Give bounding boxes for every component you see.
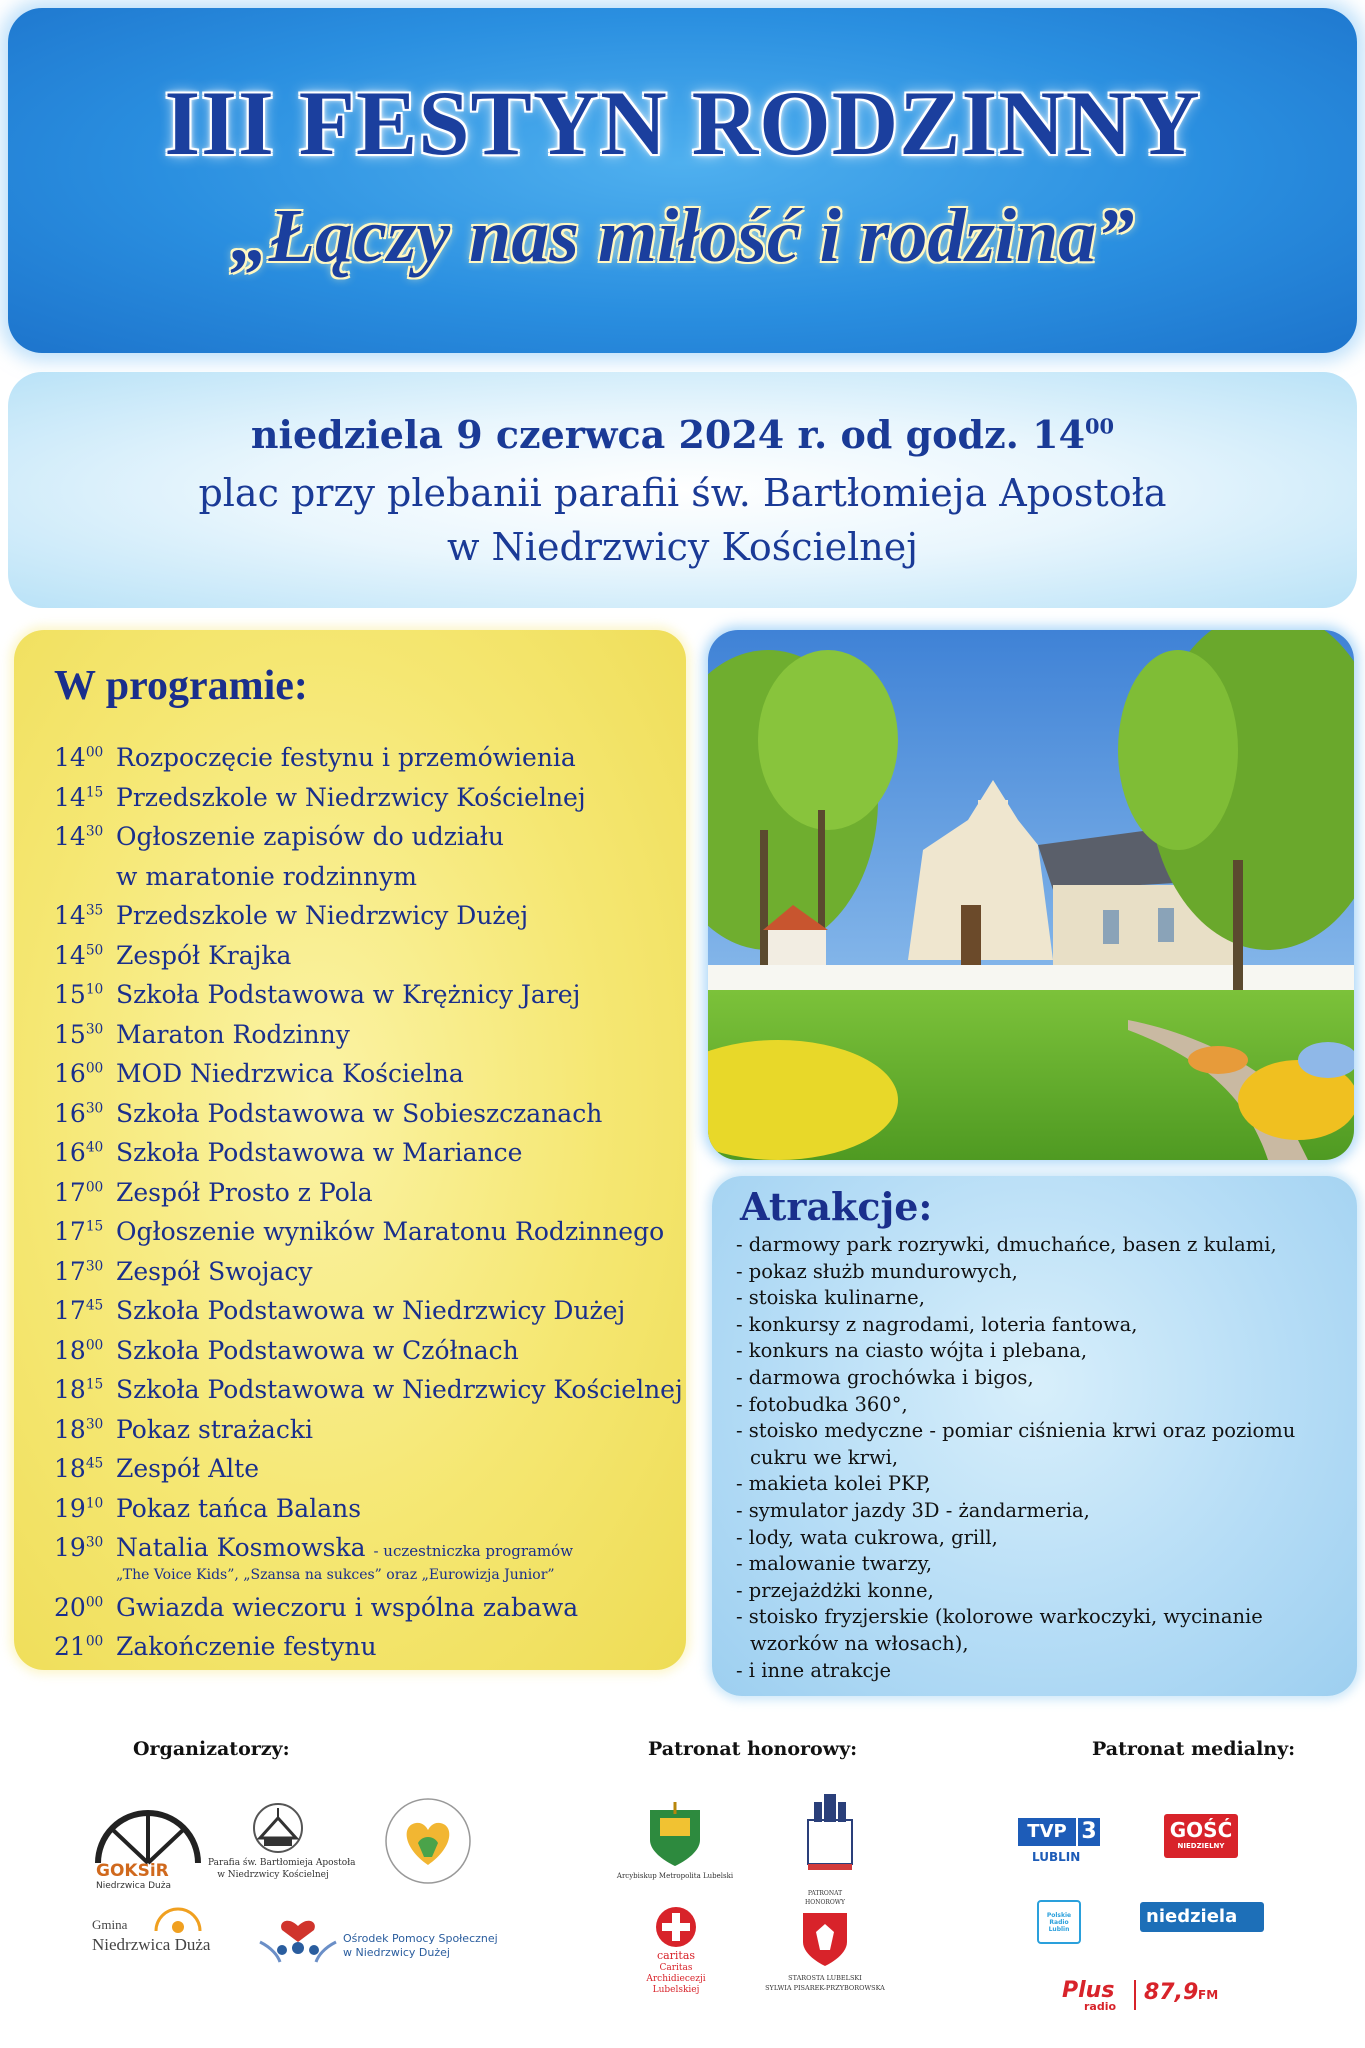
program-time: $18^{45}$ [54, 1454, 104, 1483]
sponsors-footer [0, 1720, 1365, 2048]
starosta-logo: PATRONAT HONOROWY STAROSTA LUBELSKI SYLWIA PISAREK-PRZYBOROWSKA [765, 1890, 885, 1992]
program-title: Gwiazda wieczoru i wspólna zabawa [116, 1592, 579, 1622]
archdiocese-logo [790, 1790, 870, 1890]
program-item [54, 1410, 684, 1450]
program-heading: W programie: [54, 663, 308, 709]
program-title: Szkoła Podstawowa w Niedrzwicy Dużej [116, 1296, 626, 1325]
program-title: MOD Niedrzwica Kościelna [116, 1059, 464, 1088]
program-title: Rozpoczęcie festynu i przemówienia [116, 743, 576, 772]
plus-radio-logo: Plus radio 87,9 FM [1062, 1978, 1219, 2013]
program-title: Zespół Prosto z Pola [116, 1177, 373, 1207]
program-title: Szkoła Podstawowa w Sobieszczanach [116, 1098, 603, 1128]
gosc-niedzielny-logo: GOŚĆ NIEDZIELNY [1164, 1814, 1238, 1858]
program-item [54, 1133, 684, 1173]
media-patronage-label: Patronat medialny: [1092, 1738, 1296, 1760]
goksir-wheel-icon [88, 1805, 208, 1865]
program-title: Natalia Kosmowska - uczestniczka programów [116, 1533, 574, 1562]
attractions-list [736, 1232, 1351, 1684]
program-item [54, 778, 684, 818]
program-item: w maratonie rodzinnym [116, 861, 417, 891]
county-shield-icon [800, 1910, 850, 1968]
attraction-item: - lody, wata cukrowa, grill, [736, 1525, 998, 1549]
caritas-cross-icon [654, 1905, 698, 1949]
attraction-item: - konkursy z nagrodami, loteria fantowa, [736, 1312, 1138, 1336]
program-title: Pokaz strażacki [116, 1414, 313, 1444]
event-title: III FESTYN RODZINNY [164, 72, 1201, 174]
program-time: $21^{00}$ [54, 1632, 104, 1661]
program-time: $14^{00}$ [54, 743, 104, 772]
program-time: $19^{30}$ [54, 1533, 104, 1562]
program-item [54, 896, 684, 936]
program-item [54, 738, 684, 778]
polskie-radio-lublin-logo: Polskie Radio Lublin [1037, 1900, 1081, 1944]
church-photo [708, 630, 1354, 1160]
attractions-heading: Atrakcje: [740, 1184, 933, 1229]
sun-icon [148, 1905, 208, 1933]
archbishop-logo: Arcybiskup Metropolita Lubelski [620, 1800, 730, 1900]
program-title: Przedszkole w Niedrzwicy Dużej [116, 901, 529, 930]
church-icon [208, 1800, 338, 1855]
honorary-patronage-label: Patronat honorowy: [648, 1738, 858, 1760]
program-time: $14^{35}$ [54, 901, 104, 930]
program-time: $15^{10}$ [54, 980, 104, 1009]
program-item [54, 1588, 684, 1628]
caritas-logo: caritas Caritas Archidiecezji Lubelskiej [646, 1905, 706, 2015]
program-title: Szkoła Podstawowa w Mariance [116, 1138, 523, 1167]
program-time: $19^{10}$ [54, 1493, 104, 1523]
program-item [54, 936, 684, 976]
program-item [54, 1489, 684, 1529]
attraction-item: - stoiska kulinarne, [736, 1286, 925, 1310]
program-time: $17^{45}$ [54, 1296, 104, 1325]
event-town: w Niedrzwicy Kościelnej [446, 525, 919, 569]
attraction-item: - konkurs na ciasto wójta i plebana, [736, 1339, 1088, 1363]
attraction-item: cukru we krwi, [750, 1445, 899, 1469]
program-title: Zakończenie festynu [116, 1632, 377, 1661]
attraction-item: - pokaz służb mundurowych, [736, 1259, 1018, 1283]
attraction-item: - przejażdżki konne, [736, 1578, 934, 1602]
program-item [54, 1054, 684, 1094]
program-item [54, 1291, 684, 1331]
attraction-item: - makieta kolei PKP, [736, 1472, 931, 1496]
heart-emblem-logo [382, 1795, 474, 1887]
niedziela-logo: niedziela [1140, 1902, 1264, 1932]
event-motto: „Łączy nas miłość i rodzina” [230, 194, 1135, 278]
program-item: „The Voice Kids”, „Szansa na sukces” oraz „Eurowizja Junior” [116, 1566, 555, 1583]
tvp3-lublin-logo: TVP 3 LUBLIN [1018, 1818, 1100, 1868]
program-time: $17^{15}$ [54, 1217, 104, 1246]
goksir-logo: GOKSiR Niedrzwica Duża [88, 1805, 208, 1895]
program-list [54, 738, 684, 1667]
program-item [54, 1094, 684, 1134]
attraction-item: wzorków na włosach), [750, 1631, 969, 1655]
program-time: $18^{00}$ [54, 1335, 104, 1365]
program-title: Szkoła Podstawowa w Niedrzwicy Kościelnej [116, 1375, 683, 1404]
program-title: Zespół Swojacy [116, 1256, 313, 1286]
program-title: Pokaz tańca Balans [116, 1493, 362, 1523]
heart-family-icon [382, 1795, 474, 1887]
program-time: $14^{15}$ [54, 782, 104, 812]
program-time: $18^{15}$ [54, 1375, 104, 1404]
program-panel [14, 630, 686, 1670]
attraction-item: - darmowy park rozrywki, dmuchańce, basen z kulami, [736, 1233, 1277, 1256]
program-time: $16^{00}$ [54, 1059, 104, 1088]
program-item [54, 817, 684, 857]
family-care-icon [258, 1912, 338, 1964]
program-time: $16^{40}$ [54, 1138, 104, 1167]
program-title: Ogłoszenie zapisów do udziału [116, 822, 504, 851]
program-time: $20^{00}$ [54, 1592, 104, 1622]
parish-logo: Parafia św. Bartłomieja Apostoła w Niedrzwicy Kościelnej [208, 1800, 338, 1900]
attractions-panel [712, 1176, 1357, 1696]
program-time: $14^{30}$ [54, 822, 104, 851]
attraction-item: - symulator jazdy 3D - żandarmeria, [736, 1498, 1090, 1522]
program-item [54, 1212, 684, 1252]
attraction-item: - stoisko fryzjerskie (kolorowe warkoczyki, wycinanie [736, 1605, 1263, 1629]
program-item [54, 1331, 684, 1371]
coat-of-arms-icon [620, 1800, 730, 1870]
program-title: Maraton Rodzinny [116, 1019, 350, 1049]
ops-logo: Ośrodek Pomocy Społecznej w Niedrzwicy Dużej [258, 1912, 508, 1972]
program-item [54, 1449, 684, 1489]
program-item [54, 975, 684, 1015]
gmina-logo: Gmina Niedrzwica Duża [88, 1905, 238, 1975]
cathedral-icon [790, 1790, 870, 1880]
attraction-item: - fotobudka 360°, [736, 1392, 908, 1416]
event-place: plac przy plebanii parafii św. Bartłomieja Apostoła [198, 471, 1167, 515]
program-title: Przedszkole w Niedrzwicy Kościelnej [116, 782, 586, 812]
event-date: niedziela 9 czerwca 2024 r. od godz. $14^{00}$ [250, 412, 1115, 457]
program-item [54, 1627, 684, 1667]
attraction-item: - darmowa grochówka i bigos, [736, 1365, 1034, 1389]
church-illustration [708, 630, 1354, 1160]
program-title: Zespół Krajka [116, 940, 292, 970]
program-item [54, 1370, 684, 1410]
program-time: $14^{50}$ [54, 940, 104, 970]
attraction-item: - i inne atrakcje [736, 1658, 892, 1682]
program-item [54, 1015, 684, 1055]
program-title: Ogłoszenie wyników Maratonu Rodzinnego [116, 1217, 665, 1246]
program-time: $17^{00}$ [54, 1177, 104, 1207]
program-time: $16^{30}$ [54, 1098, 104, 1128]
program-title: Zespół Alte [116, 1454, 259, 1483]
date-location-panel [8, 372, 1357, 608]
program-item [54, 1252, 684, 1292]
organizers-label: Organizatorzy: [133, 1738, 290, 1760]
title-banner [8, 8, 1357, 353]
attraction-item: - malowanie twarzy, [736, 1552, 933, 1576]
program-time: $15^{30}$ [54, 1019, 104, 1049]
program-title: Szkoła Podstawowa w Krężnicy Jarej [116, 980, 581, 1009]
program-title: Szkoła Podstawowa w Czółnach [116, 1335, 519, 1365]
program-item [54, 1173, 684, 1213]
program-time: $17^{30}$ [54, 1256, 104, 1286]
program-time: $18^{30}$ [54, 1414, 104, 1444]
attraction-item: - stoisko medyczne - pomiar ciśnienia krwi oraz poziomu [736, 1419, 1296, 1443]
